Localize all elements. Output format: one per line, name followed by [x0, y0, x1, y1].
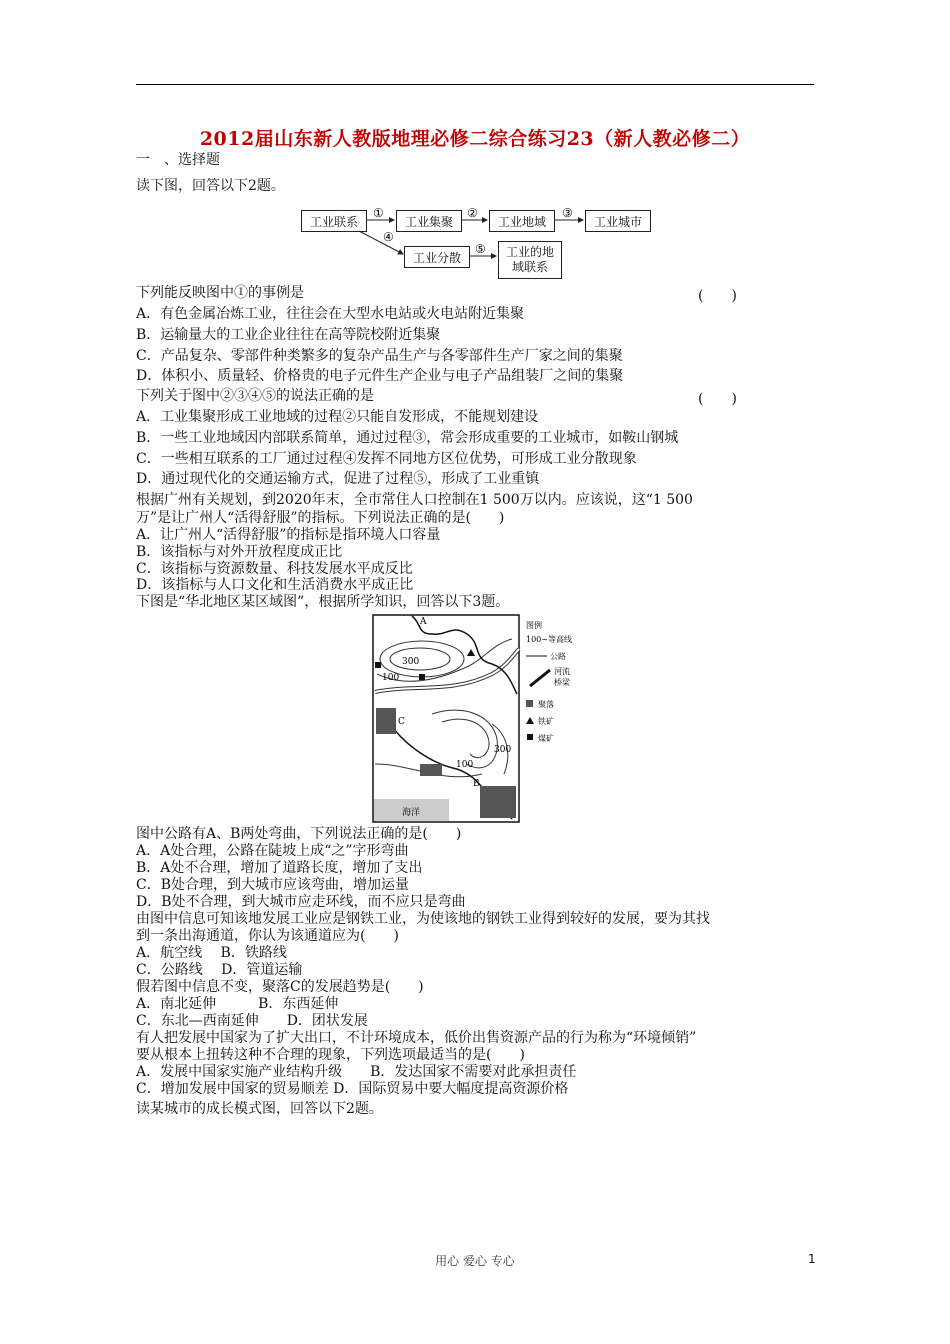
page-number: 1: [808, 1252, 816, 1266]
coal-mine-icon-2: [419, 674, 425, 680]
sea-label: 海洋: [402, 808, 421, 818]
legend-river: 河流: [554, 667, 570, 676]
node-regional-linkage-line1: 工业的地: [505, 245, 554, 259]
header-rule: [136, 84, 814, 85]
legend-coal: 煤矿: [538, 734, 554, 743]
q7-stem-line1: 有人把发展中国家为了扩大出口，不计环境成本，低价出售资源产品的行为称为“环境倾销”: [136, 1030, 697, 1046]
q5-options-cd: C．公路线 D．管道运输: [136, 962, 303, 978]
arrow-label-2: ②: [467, 206, 478, 220]
intro-text: 读下图，回答以下2题。: [136, 178, 285, 194]
legend-iron: 铁矿: [538, 717, 554, 726]
label-c: C: [398, 717, 405, 727]
legend-road: 公路: [550, 652, 566, 661]
contour-label-100-south: 100: [456, 760, 474, 770]
map-intro: 下图是“华北地区某区域图”，根据所学知识，回答以下3题。: [136, 594, 510, 610]
q6-options-ab: A．南北延伸 B．东西延伸: [136, 996, 339, 1012]
settlement-b: [480, 786, 516, 818]
q2-option-b: B．一些工业地域因内部联系简单，通过过程③，常会形成重要的工业城市，如鞍山钢城: [136, 430, 679, 446]
q4-option-b: B．A处不合理，增加了道路长度，增加了支出: [136, 860, 423, 876]
q2-option-c: C．一些相互联系的工厂通过过程④发挥不同地方区位优势，可形成工业分散现象: [136, 451, 637, 467]
legend-title: 图例: [526, 621, 542, 630]
node-regional-linkage-line2: 域联系: [511, 260, 548, 274]
legend-river-line: [530, 670, 550, 686]
node-industrial-dispersion: 工业分散: [404, 246, 470, 268]
q1-option-d: D．体积小、质量轻、价格贵的电子元件生产企业与电子产品组装厂之间的集聚: [136, 368, 624, 384]
q3-option-d: D．该指标与人口文化和生活消费水平成正比: [136, 577, 414, 593]
q3-option-a: A．让广州人“活得舒服”的指标是指环境人口容量: [136, 527, 441, 543]
arrow-label-4: ④: [383, 230, 394, 244]
q1-option-c: C．产品复杂、零部件种类繁多的复杂产品生产与各零部件生产厂家之间的集聚: [136, 348, 623, 364]
node-industrial-region: 工业地域: [489, 210, 555, 232]
q7-options-cd: C．增加发展中国家的贸易顺差 D．国际贸易中要大幅度提高资源价格: [136, 1081, 569, 1097]
industry-flow-diagram: [299, 204, 642, 279]
q4-option-c: C．B处合理，到大城市应该弯曲，增加运量: [136, 877, 409, 893]
node-industrial-city: 工业城市: [585, 210, 651, 232]
arrow-label-1: ①: [373, 206, 384, 220]
page-title: 2012届山东新人教版地理必修二综合练习23（新人教必修二）: [199, 128, 751, 150]
q4-option-d: D．B处不合理，到大城市应走环线，而不应只是弯曲: [136, 894, 466, 910]
q5-stem-line1: 由图中信息可知该地发展工业应是钢铁工业，为使该地的钢铁工业得到较好的发展，要为其找: [136, 911, 710, 927]
q7-stem-line2: 要从根本上扭转这种不合理的现象，下列选项最适当的是( ): [136, 1047, 525, 1063]
contour-label-300-north: 300: [402, 657, 420, 667]
q4-stem: 图中公路有A、B两处弯曲，下列说法正确的是( ): [136, 826, 462, 842]
settlement-mid: [420, 764, 442, 776]
label-a: A: [420, 617, 427, 627]
contour-label-300-east: 300: [494, 745, 512, 755]
q3-option-b: B．该指标与对外开放程度成正比: [136, 544, 343, 560]
city-growth-intro: 读某城市的成长模式图，回答以下2题。: [136, 1101, 383, 1117]
contour-label-100-north: 100: [382, 673, 400, 683]
legend-contour: 100~等高线: [526, 635, 572, 644]
section-heading: 一 、选择题: [136, 152, 220, 168]
q2-option-a: A．工业集聚形成工业地域的过程②只能自发形成，不能规划建设: [136, 409, 539, 425]
legend-settlement-icon: [526, 700, 533, 707]
flow-arrows: [299, 204, 659, 284]
node-industrial-agglomeration: 工业集聚: [396, 210, 462, 232]
page-footer: 用心 爱心 专心: [435, 1254, 515, 1268]
arrow-label-3: ③: [562, 206, 573, 220]
coal-mine-icon-1: [375, 662, 381, 668]
legend-iron-icon: [526, 717, 534, 724]
q3-stem-line2: 万”是让广州人“活得舒服”的指标。下列说法正确的是( ): [136, 510, 505, 526]
q5-stem-line2: 到一条出海通道，你认为该通道应为( ): [136, 928, 399, 944]
north-china-region-map: [372, 614, 602, 828]
q2-stem: 下列关于图中②③④⑤的说法正确的是: [136, 388, 374, 404]
q1-answer-blank: ( ): [698, 288, 737, 304]
q1-option-a: A．有色金属冶炼工业，往往会在大型水电站或火电站附近集聚: [136, 306, 525, 322]
legend-settlement: 聚落: [538, 700, 554, 709]
label-b: B: [473, 779, 480, 789]
q7-options-ab: A．发展中国家实施产业结构升级 B．发达国家不需要对此承担责任: [136, 1064, 577, 1080]
node-industrial-linkage: 工业联系: [301, 210, 367, 232]
legend-bridge: 桥梁: [554, 678, 570, 687]
q3-stem-line1: 根据广州有关规划，到2020年末，全市常住人口控制在1 500万以内。应该说，这“1 500: [136, 492, 693, 508]
settlement-c: [376, 708, 396, 734]
arrow-label-5: ⑤: [475, 242, 486, 256]
q6-stem: 假若图中信息不变，聚落C的发展趋势是( ): [136, 979, 424, 995]
region-map-svg: [372, 614, 602, 824]
legend-coal-icon: [527, 734, 533, 740]
q2-option-d: D．通过现代化的交通运输方式，促进了过程⑤，形成了工业重镇: [136, 471, 540, 487]
q3-option-c: C．该指标与资源数量、科技发展水平成反比: [136, 561, 413, 577]
q1-option-b: B．运输量大的工业企业往往在高等院校附近集聚: [136, 327, 441, 343]
q4-option-a: A．A处合理，公路在陡坡上成“之”字形弯曲: [136, 843, 409, 859]
q1-stem: 下列能反映图中①的事例是: [136, 285, 304, 301]
q2-answer-blank: ( ): [698, 391, 737, 407]
q6-options-cd: C．东北—西南延伸 D．团状发展: [136, 1013, 368, 1029]
q5-options-ab: A．航空线 B．铁路线: [136, 945, 287, 961]
